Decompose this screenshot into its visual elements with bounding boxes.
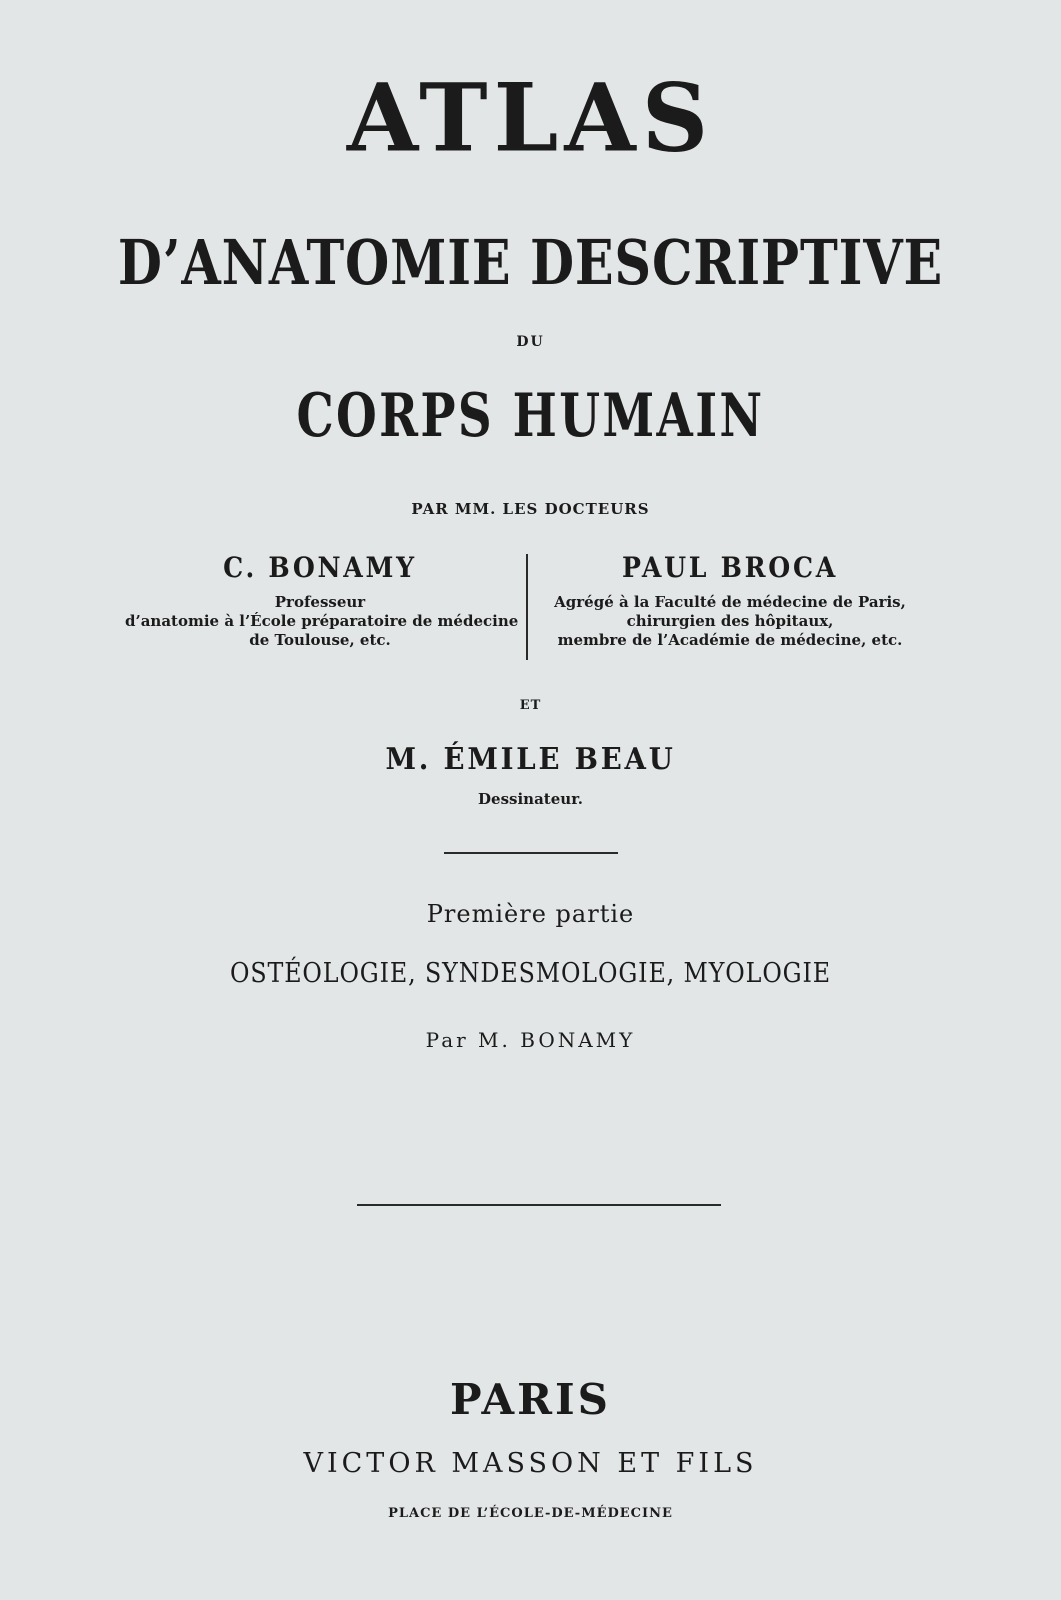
conjunction: ET — [519, 698, 542, 713]
author-desc-line: Professeur — [274, 593, 366, 611]
authors-divider — [526, 554, 528, 660]
title-connector: DU — [516, 334, 545, 350]
byline: PAR MM. LES DOCTEURS — [411, 500, 650, 518]
author-name: PAUL BROCA — [622, 551, 838, 584]
book-title: ATLAS — [346, 62, 715, 174]
author-desc-line: Agrégé à la Faculté de médecine de Paris, — [554, 593, 906, 611]
part-label: Première partie — [426, 900, 635, 928]
divider-rule — [357, 1204, 721, 1206]
illustrator-name: M. ÉMILE BEAU — [385, 742, 676, 777]
imprint-address: PLACE DE L’ÉCOLE-DE-MÉDECINE — [388, 1506, 673, 1521]
author-broca — [530, 550, 930, 649]
divider-rule — [444, 852, 618, 854]
book-subject: CORPS HUMAIN — [296, 381, 765, 451]
authors-block — [0, 550, 1061, 670]
part-topics: OSTÉOLOGIE, SYNDESMOLOGIE, MYOLOGIE — [229, 958, 832, 989]
author-name: C. BONAMY — [223, 551, 417, 584]
imprint-publisher: VICTOR MASSON ET FILS — [303, 1448, 758, 1479]
author-desc-line: membre de l’Académie de médecine, etc. — [557, 630, 903, 649]
author-desc-line: de Toulouse, etc. — [249, 630, 391, 649]
author-desc-line: d’anatomie à l’École préparatoire de médecine — [125, 611, 519, 630]
part-author: Par M. BONAMY — [425, 1028, 636, 1052]
illustrator-role: Dessinateur. — [478, 790, 583, 808]
imprint-city: PARIS — [450, 1375, 611, 1424]
book-subtitle: D’ANATOMIE DESCRIPTIVE — [117, 226, 944, 299]
author-desc-line: chirurgien des hôpitaux, — [626, 611, 834, 630]
author-bonamy — [125, 550, 519, 649]
